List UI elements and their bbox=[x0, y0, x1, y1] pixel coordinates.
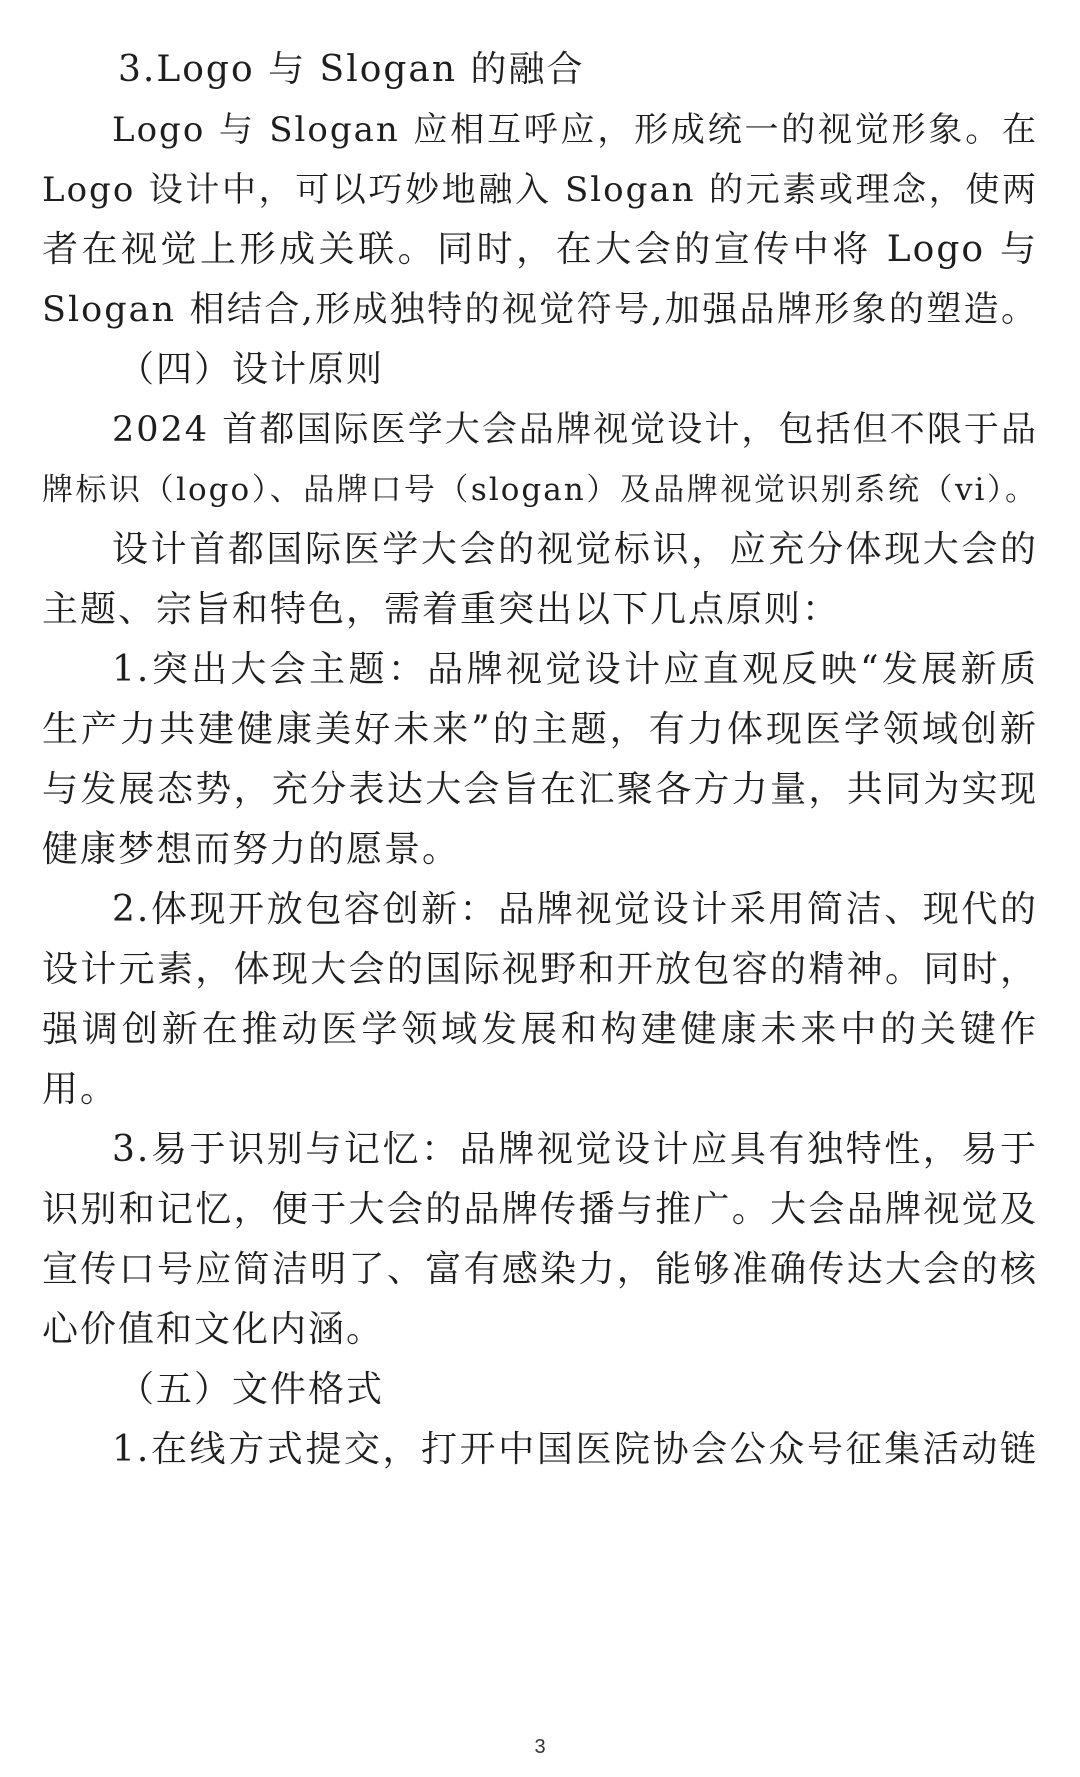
section-heading-design-principles: （四）设计原则 bbox=[118, 349, 385, 390]
paragraph-line: Logo 设计中，可以巧妙地融入 Slogan 的元素或理念，使两 bbox=[42, 170, 1038, 210]
principle-2-line: 2.体现开放包容创新：品牌视觉设计采用简洁、现代的 bbox=[112, 889, 1038, 930]
principle-2-line: 用。 bbox=[42, 1069, 119, 1110]
principle-2-line: 强调创新在推动医学领域发展和构建健康未来中的关键作 bbox=[42, 1009, 1038, 1050]
paragraph-line: 2024 首都国际医学大会品牌视觉设计，包括但不限于品 bbox=[112, 410, 1038, 450]
paragraph-line: 1.在线方式提交，打开中国医院协会公众号征集活动链 bbox=[112, 1429, 1038, 1470]
paragraph-line: Logo 与 Slogan 应相互呼应，形成统一的视觉形象。在 bbox=[112, 110, 1038, 150]
principle-1-line: 生产力共建健康美好未来”的主题，有力体现医学领域创新 bbox=[42, 709, 1038, 750]
principle-3-line: 3.易于识别与记忆：品牌视觉设计应具有独特性，易于 bbox=[112, 1129, 1038, 1170]
paragraph-line: 者在视觉上形成关联。同时，在大会的宣传中将 Logo 与 bbox=[42, 229, 1038, 270]
section-heading-logo-slogan: 3.Logo 与 Slogan 的融合 bbox=[118, 49, 585, 90]
principle-3-line: 心价值和文化内涵。 bbox=[42, 1309, 385, 1350]
section-heading-file-format: （五）文件格式 bbox=[118, 1369, 385, 1410]
principle-3-line: 宣传口号应简洁明了、富有感染力，能够准确传达大会的核 bbox=[42, 1249, 1038, 1290]
page-number: 3 bbox=[534, 1736, 546, 1758]
principle-3-line: 识别和记忆，便于大会的品牌传播与推广。大会品牌视觉及 bbox=[42, 1189, 1038, 1230]
paragraph-line: 设计首都国际医学大会的视觉标识，应充分体现大会的 bbox=[112, 529, 1038, 570]
principle-1-line: 与发展态势，充分表达大会旨在汇聚各方力量，共同为实现 bbox=[42, 769, 1038, 810]
principle-2-line: 设计元素，体现大会的国际视野和开放包容的精神。同时， bbox=[42, 949, 1038, 990]
principle-1-line: 健康梦想而努力的愿景。 bbox=[42, 829, 461, 870]
paragraph-line: Slogan 相结合,形成独特的视觉符号,加强品牌形象的塑造。 bbox=[42, 290, 1038, 330]
paragraph-line: 主题、宗旨和特色，需着重突出以下几点原则： bbox=[42, 589, 841, 630]
principle-1-line: 1.突出大会主题：品牌视觉设计应直观反映“发展新质 bbox=[112, 649, 1038, 690]
paragraph-line: 牌标识（logo）、品牌口号（slogan）及品牌视觉识别系统（vi）。 bbox=[42, 472, 1038, 508]
